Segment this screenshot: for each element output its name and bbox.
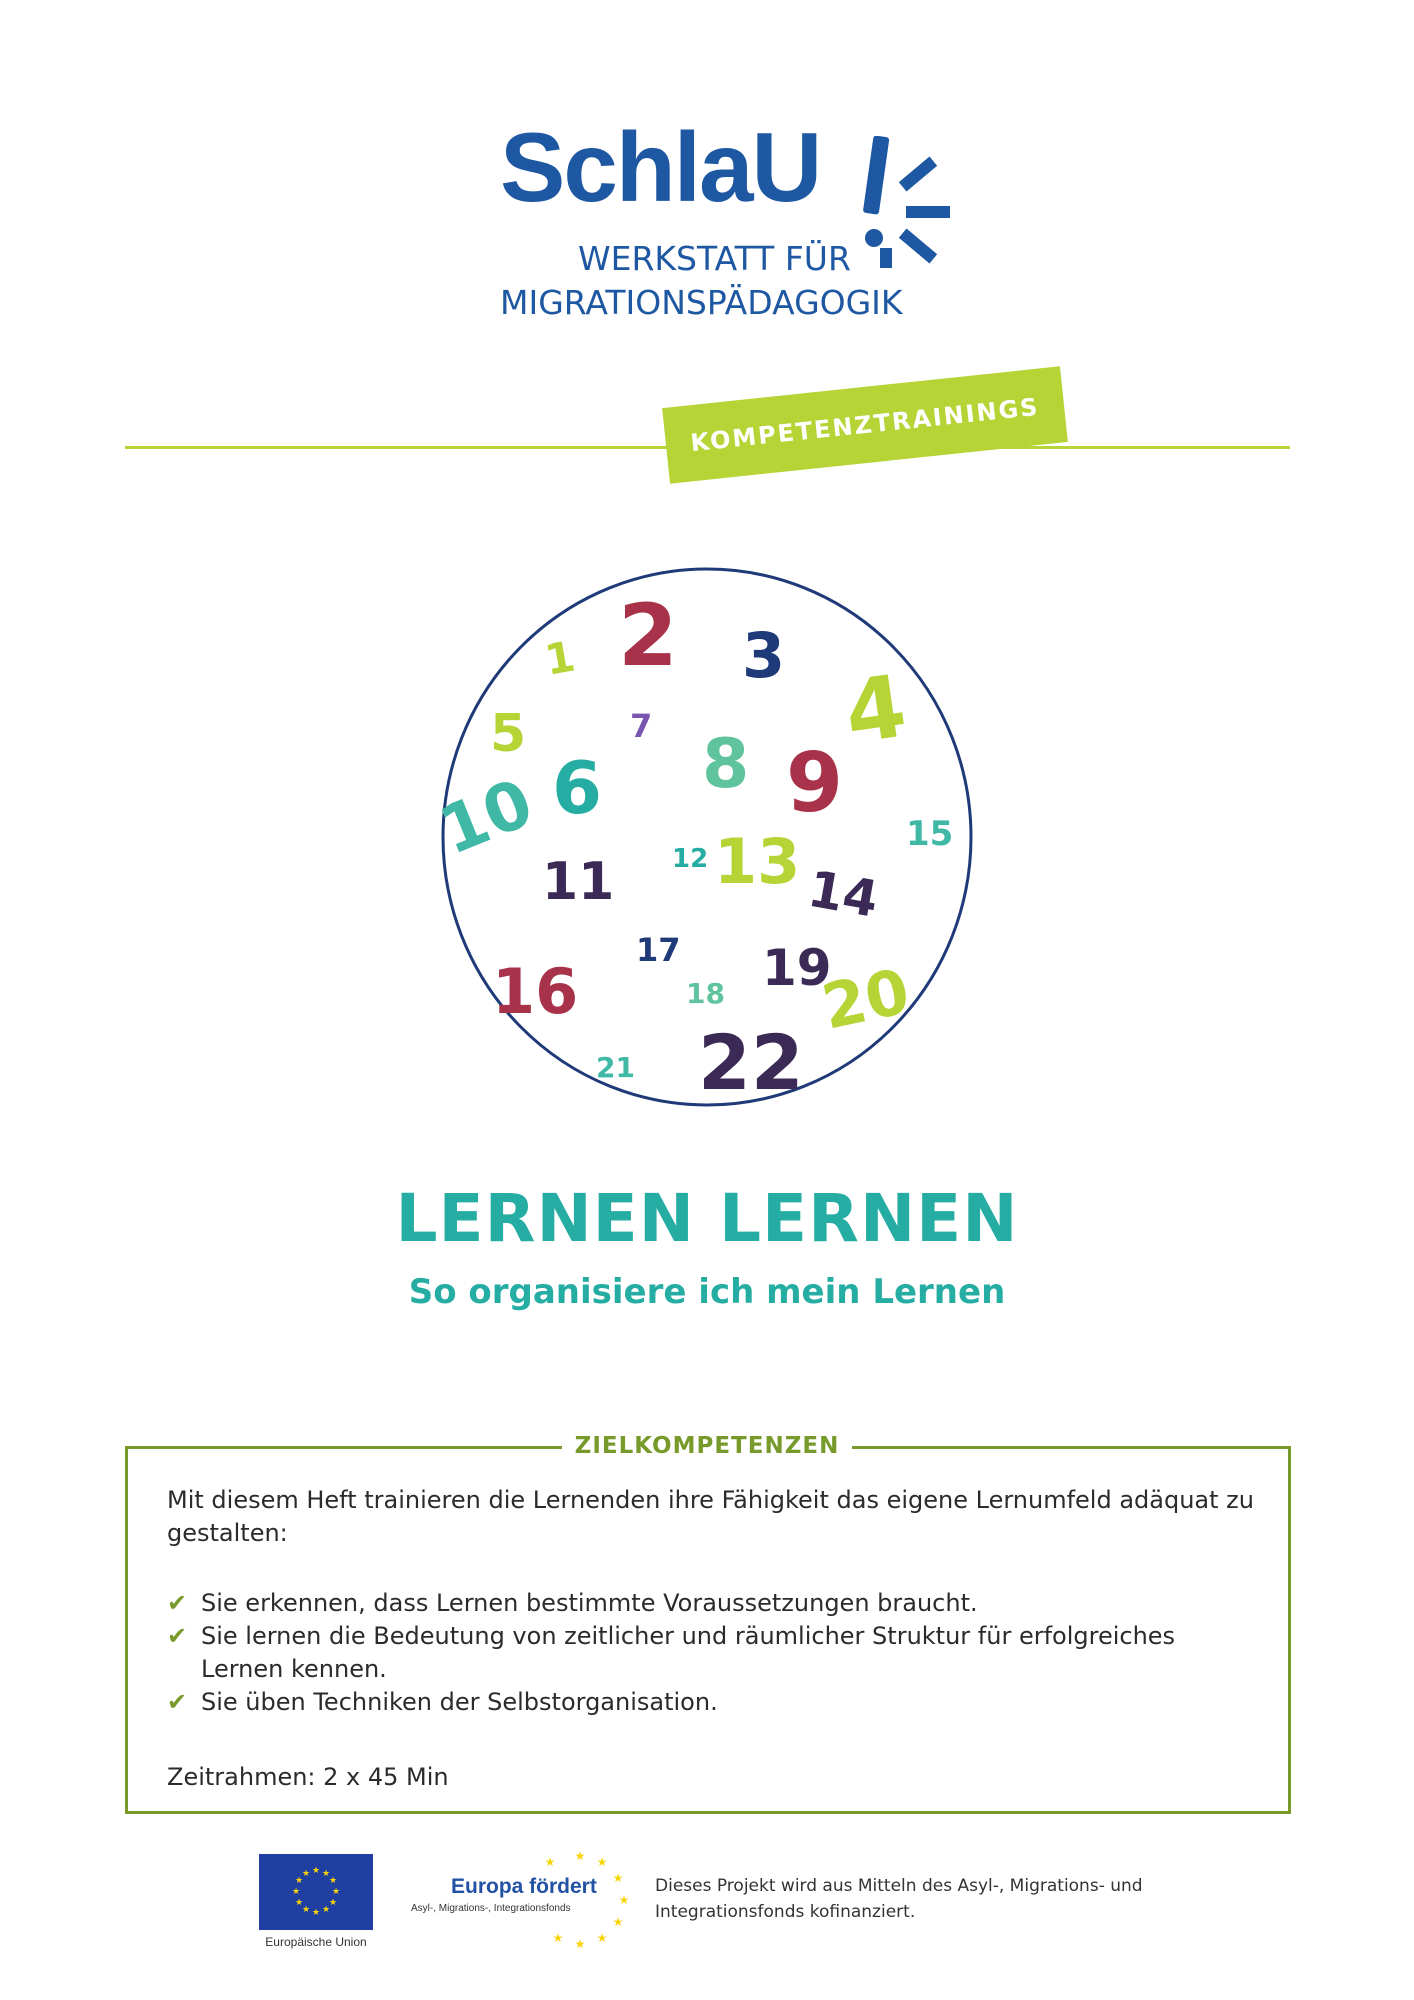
svg-text:★: ★ xyxy=(596,1931,608,1945)
number-21: 21 xyxy=(596,1051,635,1084)
number-13: 13 xyxy=(714,825,801,898)
number-12: 12 xyxy=(672,844,709,874)
number-9: 9 xyxy=(786,736,844,831)
eu-flag-icon xyxy=(259,1854,373,1930)
logo-burst-icon xyxy=(862,136,954,268)
number-22: 22 xyxy=(698,1018,804,1107)
number-14: 14 xyxy=(803,859,883,929)
check-icon: ✔ xyxy=(167,1589,188,1617)
number-2: 2 xyxy=(618,586,678,686)
number-5: 5 xyxy=(490,704,527,764)
number-6: 6 xyxy=(552,746,603,830)
competences-intro: Mit diesem Heft trainieren die Lernenden ihre Fähigkeit das eigene Lernumfeld adäquat zu gestalten: xyxy=(167,1486,1254,1547)
svg-text:★: ★ xyxy=(321,1869,331,1879)
svg-text:★: ★ xyxy=(328,1876,338,1886)
svg-text:★: ★ xyxy=(552,1931,564,1945)
svg-text:★: ★ xyxy=(544,1855,556,1869)
list-item-text: Sie lernen die Bedeutung von zeitlicher und räumlicher Struktur für erfolgreiches Lernen kennen. xyxy=(201,1622,1176,1683)
number-17: 17 xyxy=(636,931,681,969)
check-icon: ✔ xyxy=(167,1688,188,1716)
svg-text:★: ★ xyxy=(301,1869,311,1879)
svg-text:★: ★ xyxy=(612,1871,624,1885)
europa-foerdert-sub: Asyl-, Migrations-, Integrationsfonds xyxy=(411,1903,571,1914)
number-16: 16 xyxy=(492,955,579,1028)
logo-wordmark: SchlaU xyxy=(500,112,821,222)
list-item xyxy=(167,1686,1257,1719)
schlau-logo xyxy=(500,112,940,328)
number-1: 1 xyxy=(541,631,579,685)
svg-text:★: ★ xyxy=(321,1905,331,1915)
svg-text:★: ★ xyxy=(301,1905,311,1915)
list-item-text: Sie erkennen, dass Lernen bestimmte Voraussetzungen braucht. xyxy=(201,1589,978,1617)
svg-text:★: ★ xyxy=(311,1866,321,1876)
number-10: 10 xyxy=(429,764,544,870)
svg-text:★: ★ xyxy=(574,1849,586,1863)
europa-foerdert-title: Europa fördert xyxy=(451,1875,597,1898)
number-19: 19 xyxy=(762,939,832,997)
svg-text:★: ★ xyxy=(574,1937,586,1948)
logo-line-1: WERKSTATT FÜR xyxy=(578,239,851,278)
competences-list xyxy=(167,1587,1257,1719)
logo-line-2: MIGRATIONSPÄDAGOGIK xyxy=(500,283,903,322)
number-4: 4 xyxy=(839,656,913,764)
svg-text:★: ★ xyxy=(618,1893,630,1907)
number-15: 15 xyxy=(906,814,954,854)
list-item xyxy=(167,1620,1257,1686)
numbers-illustration xyxy=(429,565,974,1109)
number-18: 18 xyxy=(686,977,725,1010)
number-7: 7 xyxy=(630,707,653,745)
svg-text:★: ★ xyxy=(291,1887,301,1897)
svg-text:★: ★ xyxy=(596,1855,608,1869)
svg-text:★: ★ xyxy=(294,1876,304,1886)
svg-text:★: ★ xyxy=(612,1915,624,1929)
number-11: 11 xyxy=(542,852,615,912)
svg-text:★: ★ xyxy=(311,1908,321,1918)
number-20: 20 xyxy=(815,954,916,1044)
page-title: LERNEN LERNEN xyxy=(395,1180,1019,1257)
numbers-circle xyxy=(429,565,974,1109)
category-tag-label: KOMPETENZTRAININGS xyxy=(689,392,1041,458)
svg-text:★: ★ xyxy=(328,1898,338,1908)
page-subtitle: So organisiere ich mein Lernen xyxy=(408,1272,1006,1312)
check-icon: ✔ xyxy=(167,1622,188,1650)
timeframe: Zeitrahmen: 2 x 45 Min xyxy=(167,1763,449,1791)
funding-text: Dieses Projekt wird aus Mitteln des Asyl-, Migrations- und Integrationsfonds kofinanziert. xyxy=(655,1876,1143,1922)
list-item-text: Sie üben Techniken der Selbstorganisation. xyxy=(201,1688,718,1716)
number-8: 8 xyxy=(702,725,750,804)
category-tag xyxy=(662,366,1068,483)
list-item xyxy=(167,1587,1257,1620)
eu-caption: Europäische Union xyxy=(265,1935,367,1949)
number-3: 3 xyxy=(742,619,786,692)
competences-heading: ZIELKOMPETENZEN xyxy=(562,1429,852,1463)
svg-text:★: ★ xyxy=(331,1887,341,1897)
svg-text:★: ★ xyxy=(294,1898,304,1908)
